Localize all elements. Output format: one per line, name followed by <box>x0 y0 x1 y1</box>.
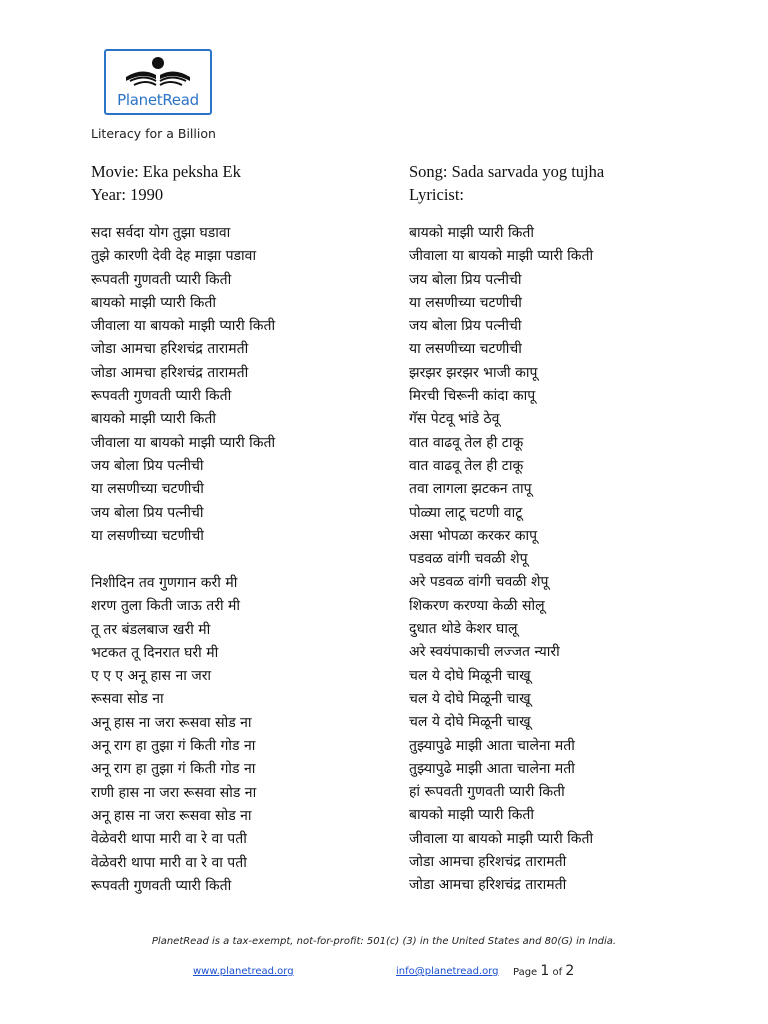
lyric-line: चल ये दोघे मिळूनी चाखू <box>409 690 531 707</box>
lyric-line: अनू राग हा तुझा गं किती गोड ना <box>91 738 256 755</box>
lyricist: Lyricist: <box>409 185 464 204</box>
lyric-line: दुधात थोडे केशर घालू <box>409 621 518 638</box>
lyric-line: गॅस पेटवू भांडे ठेवू <box>409 411 500 428</box>
lyric-line: भटकत तू दिनरात घरी मी <box>91 644 219 661</box>
lyric-line: या लसणीच्या चटणीची <box>91 527 204 544</box>
lyric-line: जीवाला या बायको माझी प्यारी किती <box>409 248 594 265</box>
lyric-line: रूपवती गुणवती प्यारी किती <box>91 388 232 405</box>
lyric-line: जय बोला प्रिय पत्नीची <box>91 457 204 474</box>
tagline: Literacy for a Billion <box>91 126 216 141</box>
lyric-line: बायको माझी प्यारी किती <box>409 807 534 824</box>
lyric-line: झरझर झरझर भाजी कापू <box>409 364 538 381</box>
lyric-line: तुझे कारणी देवी देह माझा पडावा <box>91 248 257 265</box>
lyric-line: तुझ्यापुढे माझी आता चालेना मती <box>409 760 575 777</box>
movie-year: Year: 1990 <box>91 185 164 204</box>
lyric-line: चल ये दोघे मिळूनी चाखू <box>409 714 531 731</box>
lyrics-left-stanza-1 <box>91 222 275 548</box>
footer-note: PlanetRead is a tax-exempt, not-for-profit: 501(c) (3) in the United States and 80(G) in India. <box>151 936 617 947</box>
movie-info <box>91 160 241 206</box>
lyrics-right-column <box>409 222 593 898</box>
lyric-line: सदा सर्वदा योग तुझा घडावा <box>91 225 231 241</box>
lyric-line: अनू हास ना जरा रूसवा सोड ना <box>91 714 252 731</box>
lyric-line: वात वाढवू तेल ही टाकू <box>409 457 524 474</box>
lyric-line: वात वाढवू तेल ही टाकू <box>409 434 524 451</box>
song-title: Song: Sada sarvada yog tujha <box>409 162 605 181</box>
logo-text: PlanetRead <box>117 91 199 109</box>
lyric-line: शरण तुला किती जाऊ तरी मी <box>91 598 241 615</box>
lyric-line: रूपवती गुणवती प्यारी किती <box>91 877 232 894</box>
page-number <box>513 963 574 979</box>
lyric-line: तू तर बंडलबाज खरी मी <box>91 621 211 638</box>
lyric-line: मिरची चिरूनी कांदा कापू <box>409 388 536 405</box>
lyric-line: जोडा आमचा हरिशचंद्र तारामती <box>91 364 249 381</box>
lyric-line: ए ए ए अनू हास ना जरा <box>91 668 212 685</box>
page-label: Page <box>513 967 541 978</box>
email-link[interactable]: info@planetread.org <box>396 966 499 977</box>
lyric-line: अरे पडवळ वांगी चवळी शेपू <box>409 574 549 591</box>
lyrics-left-stanza-2 <box>91 572 256 898</box>
lyric-line: शिकरण करण्या केळी सोलू <box>409 597 545 614</box>
lyric-line: बायको माझी प्यारी किती <box>91 294 216 311</box>
lyric-line: पोळ्या लाटू चटणी वाटू <box>409 504 523 521</box>
lyric-line: अनू राग हा तुझा गं किती गोड ना <box>91 761 256 778</box>
movie-title: Movie: Eka peksha Ek <box>91 162 241 181</box>
page-of: of <box>549 967 566 978</box>
lyric-line: राणी हास ना जरा रूसवा सोड ना <box>91 784 257 801</box>
page-total: 2 <box>565 963 575 979</box>
lyric-line: चल ये दोघे मिळूनी चाखू <box>409 667 531 684</box>
lyric-line: बायको माझी प्यारी किती <box>409 225 534 241</box>
lyric-line: जय बोला प्रिय पत्नीची <box>409 271 522 288</box>
lyric-line: वेळेवरी थापा मारी वा रे वा पती <box>91 854 247 871</box>
lyric-line: जोडा आमचा हरिशचंद्र तारामती <box>409 877 567 894</box>
lyric-line: वेळेवरी थापा मारी वा रे वा पती <box>91 831 247 848</box>
lyric-line: रूसवा सोड ना <box>91 691 164 708</box>
lyric-line: अरे स्वयंपाकाची लज्जत न्यारी <box>409 644 560 661</box>
lyric-line: तुझ्यापुढे माझी आता चालेना मती <box>409 737 575 754</box>
lyric-line: जय बोला प्रिय पत्नीची <box>409 318 522 335</box>
lyric-line: या लसणीच्या चटणीची <box>409 341 522 358</box>
lyric-line: जीवाला या बायको माझी प्यारी किती <box>91 318 276 335</box>
planetread-logo <box>104 49 212 115</box>
lyric-line: जीवाला या बायको माझी प्यारी किती <box>91 434 276 451</box>
lyric-line: अनू हास ना जरा रूसवा सोड ना <box>91 807 252 824</box>
lyric-line: जीवाला या बायको माझी प्यारी किती <box>409 830 594 847</box>
lyric-line: असा भोपळा करकर कापू <box>409 527 538 544</box>
lyric-line: या लसणीच्या चटणीची <box>409 294 522 311</box>
website-link[interactable]: www.planetread.org <box>193 966 294 977</box>
lyric-line: या लसणीच्या चटणीची <box>91 481 204 498</box>
lyric-line: जोडा आमचा हरिशचंद्र तारामती <box>91 341 249 358</box>
lyric-line: रूपवती गुणवती प्यारी किती <box>91 271 232 288</box>
lyric-line: जोडा आमचा हरिशचंद्र तारामती <box>409 854 567 871</box>
open-book-icon <box>106 51 210 91</box>
lyric-line: बायको माझी प्यारी किती <box>91 411 216 428</box>
lyric-line: पडवळ वांगी चवळी शेपू <box>409 551 528 568</box>
lyric-line: तवा लागला झटकन तापू <box>409 481 532 498</box>
lyric-line: जय बोला प्रिय पत्नीची <box>91 504 204 521</box>
page-current: 1 <box>540 963 550 979</box>
lyric-line: हां रूपवती गुणवती प्यारी किती <box>409 784 565 801</box>
lyric-line: निशीदिन तव गुणगान करी मी <box>91 575 238 591</box>
song-info <box>409 160 604 206</box>
